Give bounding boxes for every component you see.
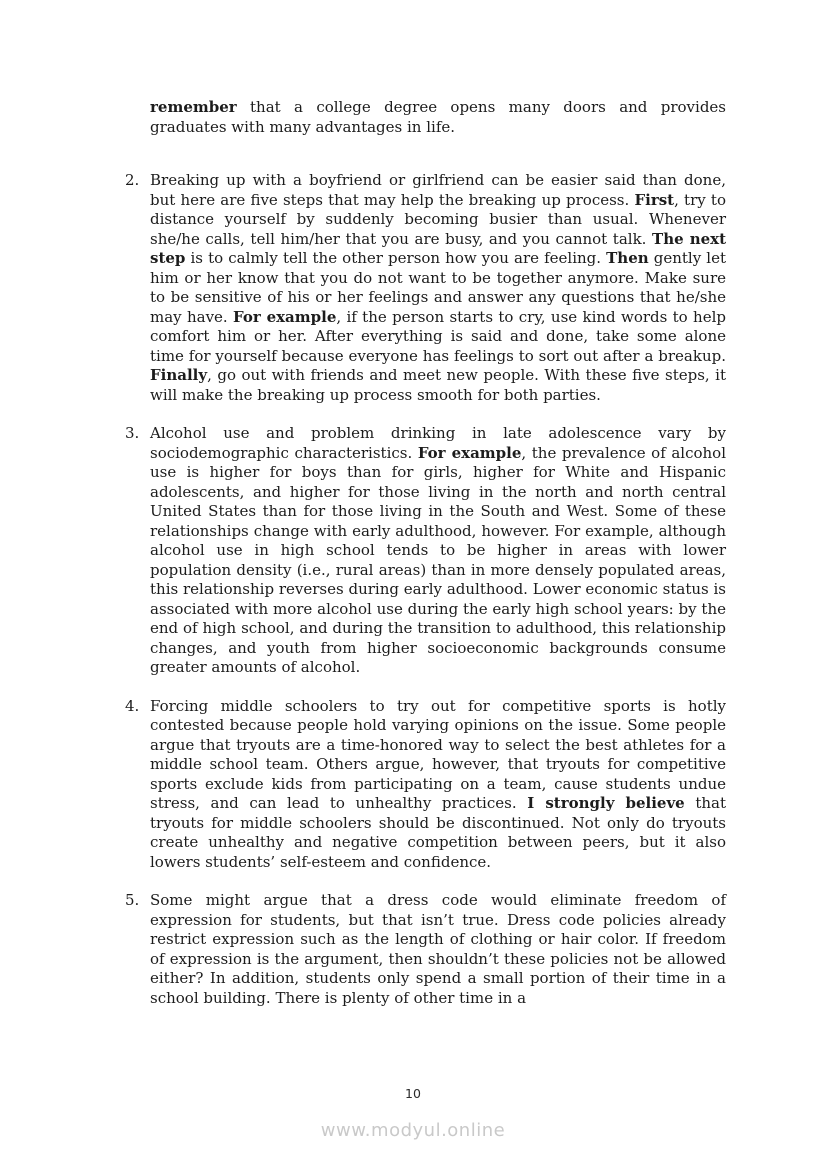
list-item-text: Breaking up with a boyfriend or girlfriend can be easier said than done, but here are five steps that may help the breaking up process. First, try to distance yourself by suddenly becoming busier than usual. Whenever she/he calls, tell him/her that you are busy, and you cannot talk. The next step is to calmly tell the other person how you are feeling. Then gently let him or her know that you do not want to be together anymore. Make sure to be sensitive of his or her feelings and answer any questions that he/she may have. For example, if the person starts to cry, use kind words to help comfort him or her. After everything is said and done, take some alone time for yourself because everyone has feelings to sort out after a breakup. Finally, go out with friends and meet new people. With these five steps, it will make the breaking up process smooth for both parties. [150, 171, 727, 404]
list-item [125, 697, 726, 873]
list-item [125, 171, 726, 405]
list-item-number: 3. [125, 424, 140, 442]
list-item-text: Some might argue that a dress code would eliminate freedom of expression for students, but that isn’t true. Dress code policies already restrict expression such as the length of clothing or hair color. If freedom of expression is the argument, then shouldn’t these policies not be allowed either? In addition, students only spend a small portion of their time in a school building. There is plenty of other time in a [150, 891, 726, 1007]
page-body [125, 98, 726, 1008]
paragraph-intro: remember that a college degree opens many doors and provides graduates with many advantages in life. [150, 98, 726, 136]
page-number: 10 [405, 1086, 421, 1101]
list-item-number: 2. [125, 171, 140, 189]
list-item-text: Forcing middle schoolers to try out for competitive sports is hotly contested because people hold varying opinions on the issue. Some people argue that tryouts are a time-honored way to select the best athletes for a middle school team. Others argue, however, that tryouts for competitive sports exclude kids from participating on a team, cause students undue stress, and can lead to unhealthy practices. I strongly believe that tryouts for middle schoolers should be discontinued. Not only do tryouts create unhealthy and negative competition between peers, but it also lowers students’ self-esteem and confidence. [150, 696, 727, 871]
list-item [125, 424, 726, 678]
watermark: www.modyul.online [320, 1120, 506, 1141]
list-item-number: 5. [125, 891, 140, 909]
list-item-text: Alcohol use and problem drinking in late adolescence vary by sociodemographic characteristics. For example, the prevalence of alcohol use is higher for boys than for girls, higher for White and Hispanic adolescents, and higher for those living in the north and north central United States than for those living in the South and West. Some of these relationships change with early adulthood, however. For example, although alcohol use in high school tends to be higher in areas with lower population density (i.e., rural areas) than in more densely populated areas, this relationship reverses during early adulthood. Lower economic status is associated with more alcohol use during the early high school years: by the end of high school, and during the transition to adulthood, this relationship changes, and youth from higher socioeconomic backgrounds consume greater amounts of alcohol. [150, 424, 727, 676]
list-item-number: 4. [125, 696, 140, 715]
list-item [125, 891, 726, 1008]
numbered-list [125, 171, 726, 1008]
